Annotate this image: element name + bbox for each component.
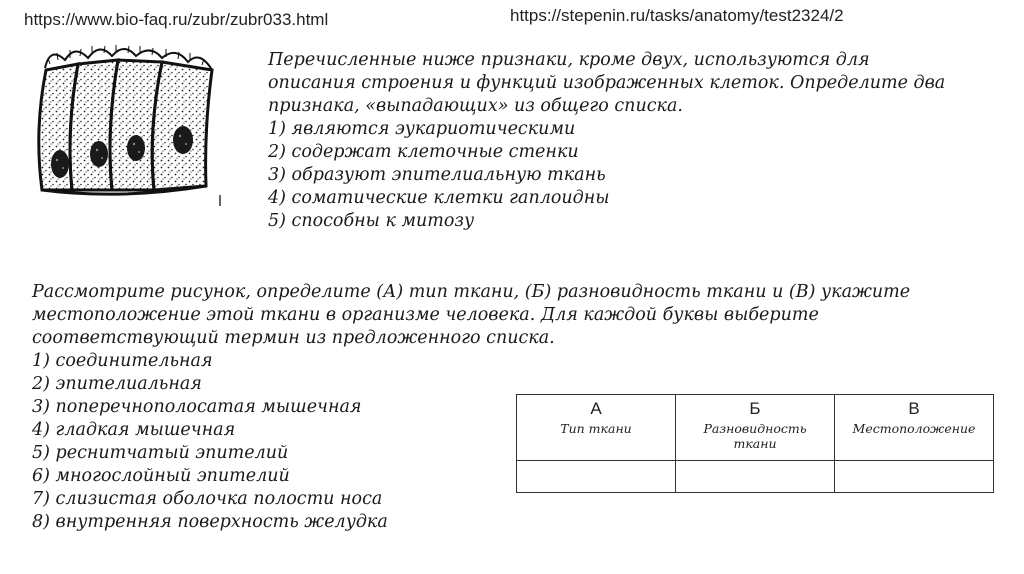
- task-1-intro-line: признака, «выпадающих» из общего списка.: [268, 96, 683, 116]
- nucleus-1: [51, 150, 69, 178]
- answer-column-c-header: [835, 395, 994, 461]
- column-title: Местоположение: [852, 421, 976, 436]
- column-letter: А: [590, 399, 602, 418]
- column-letter: В: [908, 399, 920, 418]
- answer-table: [516, 394, 994, 493]
- column-title: Тип ткани: [560, 421, 632, 436]
- answer-cell-c[interactable]: [835, 461, 994, 493]
- nucleus-2: [90, 141, 108, 167]
- column-letter: Б: [749, 399, 761, 418]
- source-link-right[interactable]: https://stepenin.ru/tasks/anatomy/test2324/2: [510, 6, 844, 25]
- task-2-intro-line: Рассмотрите рисунок, определите (А) тип ткани, (Б) разновидность ткани и (В) укажите: [32, 282, 911, 302]
- cell-4: [152, 62, 212, 190]
- task-1-intro-line: Перечисленные ниже признаки, кроме двух, используются для: [268, 50, 870, 70]
- task-1-option: 5) способны к митозу: [268, 211, 475, 231]
- answer-column-b-header: [676, 395, 835, 461]
- task-2-option: 8) внутренняя поверхность желудка: [32, 512, 388, 532]
- answer-table-header-row: [517, 395, 994, 461]
- source-link-left[interactable]: https://www.bio-faq.ru/zubr/zubr033.html: [24, 10, 329, 29]
- answer-table-input-row: [517, 461, 994, 493]
- answer-cell-b[interactable]: [676, 461, 835, 493]
- task-2-option: 4) гладкая мышечная: [32, 420, 236, 440]
- answer-column-a-header: [517, 395, 676, 461]
- task-2-option: 5) реснитчатый эпителий: [32, 443, 289, 463]
- answer-cell-a[interactable]: [517, 461, 676, 493]
- task-2-intro-line: местоположение этой ткани в организме человека. Для каждой буквы выберите: [32, 305, 819, 325]
- task-1-option: 2) содержат клеточные стенки: [268, 142, 579, 162]
- nucleus-3: [127, 135, 145, 161]
- task-2-option: 6) многослойный эпителий: [32, 466, 290, 486]
- task-2-option: 2) эпителиальная: [32, 374, 202, 394]
- task-1-option: 1) являются эукариотическими: [268, 119, 576, 139]
- task-1-text: [268, 49, 945, 233]
- task-2-option: 1) соединительная: [32, 351, 213, 371]
- task-1-option: 3) образуют эпителиальную ткань: [268, 165, 606, 185]
- nucleus-4: [173, 126, 193, 154]
- task-1-intro-line: описания строения и функций изображенных клеток. Определите два: [268, 73, 946, 93]
- task-2-option: 3) поперечнополосатая мышечная: [32, 397, 362, 417]
- task-1-option: 4) соматические клетки гаплоидны: [268, 188, 610, 208]
- task-2-intro-line: соответствующий термин из предложенного списка.: [32, 328, 555, 348]
- epithelial-cells-icon: [20, 40, 230, 210]
- column-title: Разновидность ткани: [703, 421, 807, 451]
- task-2-option: 7) слизистая оболочка полости носа: [32, 489, 383, 509]
